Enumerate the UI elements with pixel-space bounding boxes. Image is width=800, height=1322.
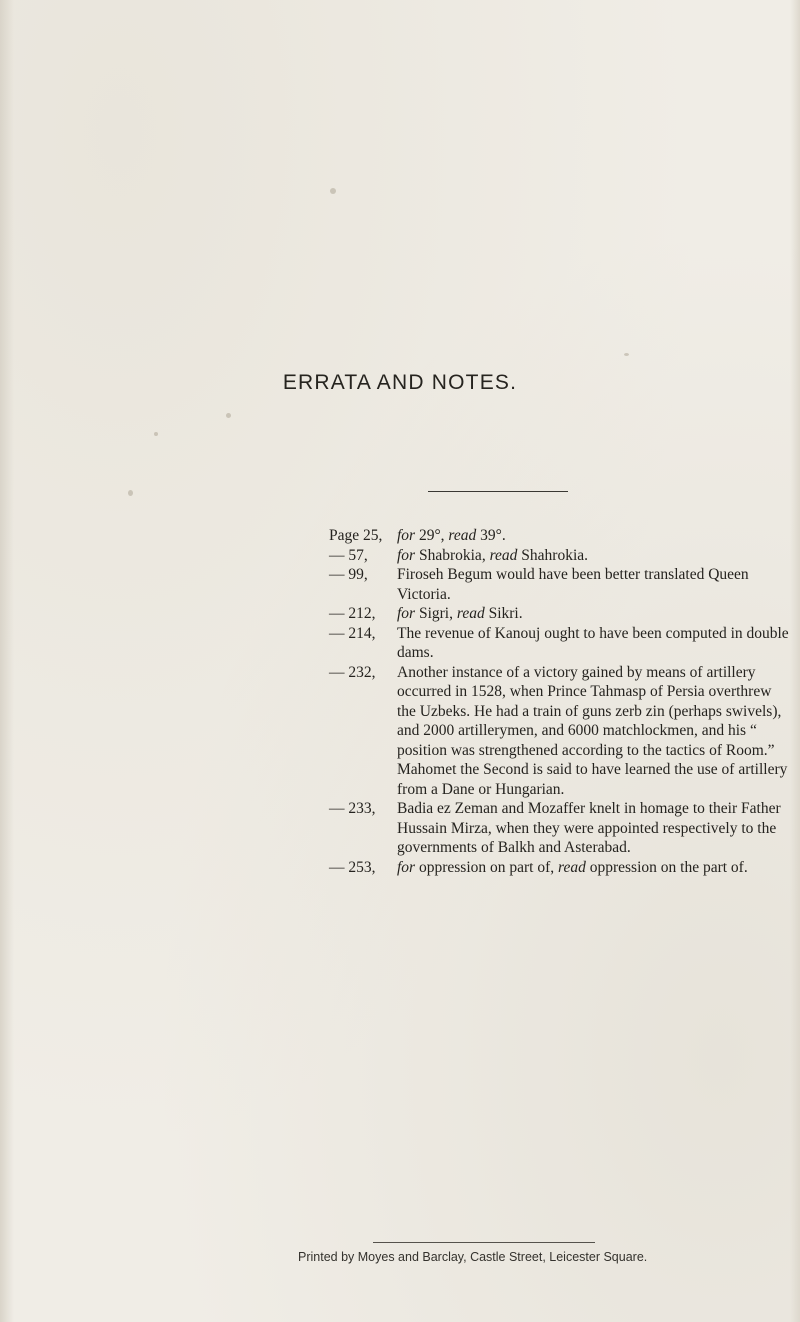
errata-page-reference: — 233, [329, 800, 376, 817]
errata-page-reference: — 99, [329, 566, 368, 583]
errata-page-reference: — 214, [329, 624, 376, 642]
errata-text: Badia ez Zeman and Mozaffer knelt in homage to their Father Hussain Mirza, when they were appointed respectively to the governments of Balkh and Asterabad. [397, 800, 781, 856]
errata-list [329, 526, 789, 877]
errata-text: The revenue of Kanouj ought to have been computed in double dams. [397, 624, 789, 661]
errata-entry [329, 799, 789, 858]
errata-page-reference: — 212, [329, 605, 376, 622]
errata-text: oppression on part of, [415, 858, 559, 876]
errata-entry [329, 546, 789, 566]
page-title: ERRATA AND NOTES. [282, 371, 518, 394]
errata-entry [329, 526, 789, 546]
errata-entry [329, 858, 789, 878]
errata-text: Shabrokia, [415, 546, 490, 564]
errata-keyword: for [397, 546, 416, 564]
errata-entry [329, 565, 789, 604]
errata-keyword: for [397, 605, 416, 622]
errata-page-reference: Page 25, [329, 527, 383, 544]
paper-speck [128, 490, 133, 496]
errata-keyword: read [448, 527, 477, 544]
page-edge-shadow-left [0, 0, 14, 1322]
errata-text: Sigri, [415, 605, 457, 622]
errata-text: Shahrokia. [517, 546, 589, 564]
errata-keyword: read [489, 546, 518, 564]
errata-page-reference: — 253, [329, 858, 376, 876]
errata-text: 29°, [415, 527, 449, 544]
paper-speck [624, 353, 629, 356]
errata-text: 39°. [476, 527, 506, 544]
errata-text: oppression on the part of. [585, 858, 748, 876]
footer-divider [373, 1242, 595, 1243]
paper-speck [330, 188, 336, 194]
errata-text: Firoseh Begum would have been better translated Queen Victoria. [397, 566, 749, 603]
errata-keyword: read [456, 605, 485, 622]
printer-imprint: Printed by Moyes and Barclay, Castle Street, Leicester Square. [298, 1250, 648, 1264]
errata-text: Sikri. [484, 605, 523, 622]
title-divider [428, 491, 568, 492]
errata-keyword: for [397, 858, 416, 876]
errata-keyword: read [558, 858, 586, 876]
errata-entry [329, 663, 789, 800]
errata-page-reference: — 57, [329, 546, 368, 564]
page-edge-shadow-right [790, 0, 800, 1322]
errata-entry [329, 604, 789, 624]
errata-page-reference: — 232, [329, 663, 376, 681]
paper-speck [226, 413, 231, 418]
errata-keyword: for [397, 527, 416, 544]
errata-entry [329, 624, 789, 663]
paper-speck [154, 432, 158, 436]
errata-text: Another instance of a victory gained by means of artillery occurred in 1528, when Prince Tahmasp of Persia overthrew the Uzbeks. He had a train of guns zerb zin (perhaps swivels), and 2000 artillerymen, and 6000 matchlockmen, and his “ position was strengthened according to the tactics of Room.” Mahomet the Second is said to have learned the use of artillery from a Dane or Hungarian. [397, 663, 788, 798]
